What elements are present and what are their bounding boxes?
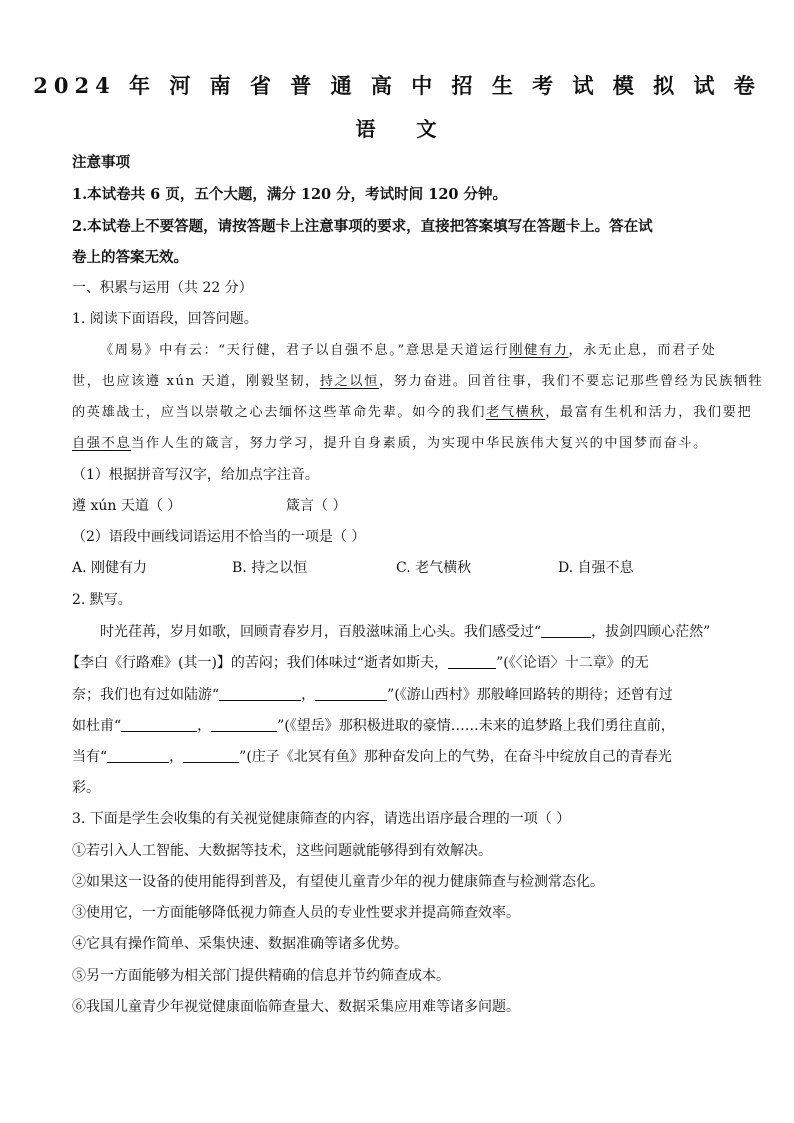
answer-blank (448, 654, 496, 669)
dictation-text: ”(庄子《北冥有鱼》那种奋发向上的气势，在奋斗中绽放自己的青春光 (239, 749, 672, 765)
question-1-prompt: 1. 阅读下面语段，回答问题。 (72, 311, 258, 327)
passage-text: 《周易》中有云：“天行健，君子以自强不息。”意思是天道运行 (100, 343, 510, 358)
subject-title: 语 文 (355, 117, 439, 141)
dictation-line-3 (72, 684, 732, 704)
underlined-term: 自强不息 (72, 436, 132, 451)
passage-text: 当作人生的箴言，努力学习，提升自身素质，为实现中华民族伟大复兴的中国梦而奋斗。 (131, 436, 708, 451)
sequence-item-4: ④它具有操作简单、采集快速、数据准确等诸多优势。 (72, 936, 408, 952)
question-1-sub-1: （1）根据拼音写汉字，给加点字注音。 (72, 467, 319, 483)
answer-blank (211, 717, 277, 732)
dictation-text: 奈；我们也有过如陆游“ (72, 687, 220, 703)
dictation-text: ”(《望岳》那积极进取的豪情……未来的追梦路上我们勇往直前， (277, 718, 675, 734)
sequence-item-2: ②如果这一设备的使用能得到普及，有望使儿童青少年的视力健康筛查与检测常态化。 (72, 874, 604, 890)
underlined-term: 刚健有力 (509, 343, 569, 358)
question-1-sub-2: （2）语段中画线词语运用不恰当的一项是（ ） (72, 529, 366, 545)
question-3-prompt: 3. 下面是学生会收集的有关视觉健康筛查的内容，请选出语序最合理的一项（ ） (72, 811, 571, 827)
notice-heading: 注意事项 (72, 154, 130, 171)
option-c: C. 老气横秋 (396, 560, 472, 576)
dictation-line-6: 彩。 (72, 780, 100, 796)
passage-line-4 (72, 432, 732, 451)
passage-text: 世，也应该遵 xún 天道，刚毅坚韧， (72, 374, 320, 389)
dictation-text: ， (197, 718, 212, 734)
sequence-item-1: ①若引入人工智能、大数据等技术，这些问题就能够得到有效解决。 (72, 843, 492, 859)
dictation-line-5 (72, 746, 732, 766)
answer-blank (541, 623, 591, 638)
dictation-text: ， (169, 749, 184, 765)
dictation-text: ”(《〈论语〉十二章》的无 (496, 655, 649, 671)
dictation-text: 当有“ (72, 749, 108, 765)
passage-text: ，最富有生机和活力，我们要把 (545, 405, 753, 420)
underlined-term: 持之以恒 (319, 374, 379, 389)
dictation-text: ， (301, 687, 316, 703)
fill-in-pinyin: 遵 xún 天道（ ） (72, 498, 182, 514)
answer-blank (121, 717, 197, 732)
section-1-heading: 一、积累与运用（共 22 分） (72, 280, 253, 296)
sequence-item-3: ③使用它，一方面能够降低视力筛查人员的专业性要求并提高筛查效率。 (72, 905, 520, 921)
dictation-text: ”(《游山西村》那般峰回路转的期待；还曾有过 (387, 687, 673, 703)
notice-item-2-line-2: 卷上的答案无效。 (72, 249, 188, 266)
passage-line-3 (72, 401, 753, 420)
passage-line-2 (72, 370, 764, 389)
notice-item-2-line-1: 2.本试卷上不要答题，请按答题卡上注意事项的要求，直接把答案填写在答题卡上。答在试 (72, 218, 653, 235)
answer-blank (107, 748, 169, 763)
question-2-prompt: 2. 默写。 (72, 592, 132, 608)
passage-text: ，努力奋进。回首往事，我们不要忘记那些曾经为民族牺牲 (379, 374, 764, 389)
option-b: B. 持之以恒 (232, 560, 308, 576)
fill-in-annotation: 箴言（ ） (286, 498, 347, 514)
passage-text: ，永无止息，而君子处 (568, 343, 717, 358)
passage-text: 的英雄战士，应当以崇敬之心去缅怀这些革命先辈。如今的我们 (72, 405, 487, 420)
dictation-line-1 (100, 621, 732, 641)
sequence-item-5: ⑤另一方面能够为相关部门提供精确的信息并节约筛查成本。 (72, 968, 450, 984)
exam-title: 2024 年 河 南 省 普 通 高 中 招 生 考 试 模 拟 试 卷 (33, 73, 761, 98)
answer-blank (183, 748, 239, 763)
answer-blank (219, 686, 301, 701)
option-d: D. 自强不息 (558, 560, 634, 576)
dictation-text: ，拔剑四顾心茫然” (591, 624, 711, 640)
dictation-text: 时光荏苒，岁月如歌，回顾青春岁月，百般滋味涌上心头。我们感受过“ (100, 624, 542, 640)
dictation-line-2 (66, 652, 726, 672)
underlined-term: 老气横秋 (486, 405, 546, 420)
dictation-text: 【李白《行路难》(其一)】的苦闷；我们体味过“逝者如斯夫， (66, 655, 449, 671)
dictation-text: 如杜甫“ (72, 718, 122, 734)
sequence-item-6: ⑥我国儿童青少年视觉健康面临筛查量大、数据采集应用难等诸多问题。 (72, 999, 520, 1015)
option-a: A. 刚健有力 (72, 560, 148, 576)
notice-item-1: 1.本试卷共 6 页，五个大题，满分 120 分，考试时间 120 分钟。 (72, 186, 508, 203)
dictation-line-4 (72, 715, 732, 735)
answer-blank (315, 686, 387, 701)
passage-line-1 (100, 339, 732, 358)
